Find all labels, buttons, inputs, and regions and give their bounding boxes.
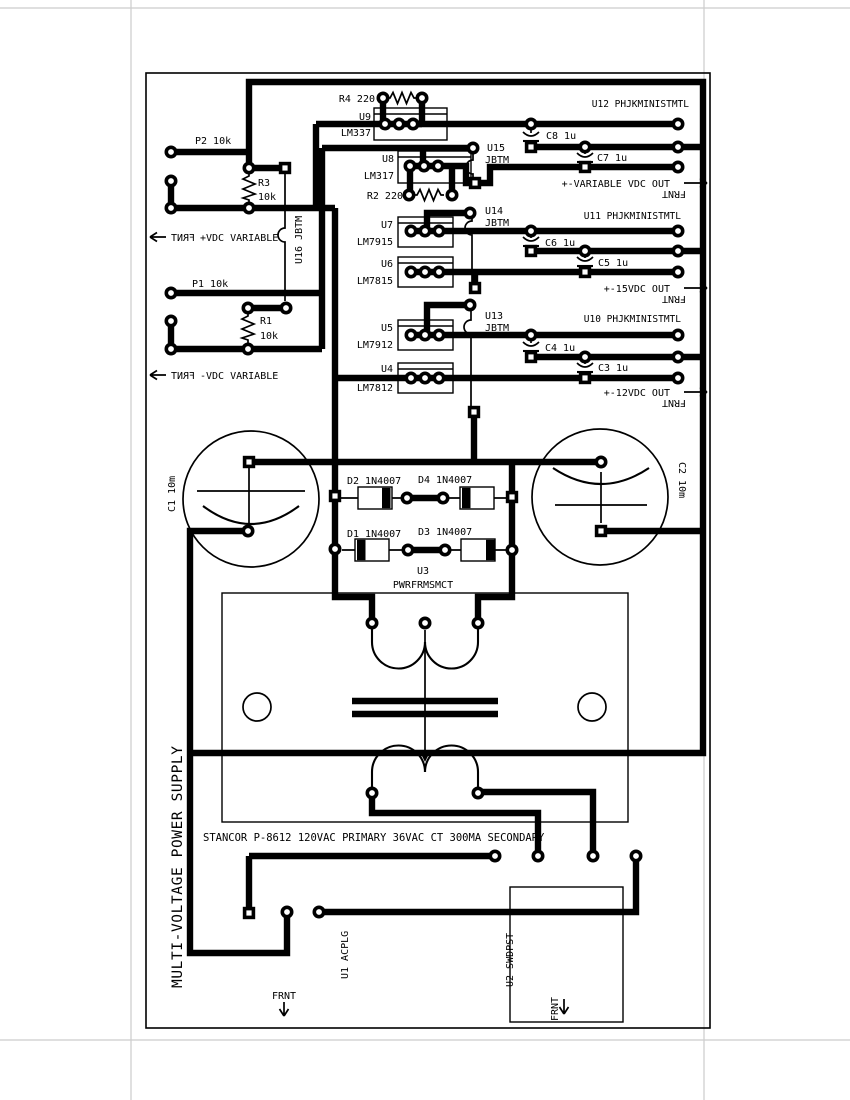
- jumper-u13-wire: [464, 311, 471, 407]
- part-u14: JBTM: [485, 218, 510, 229]
- label-frnt-switch: FRNT: [550, 996, 561, 1021]
- label-d1: D1 1N4007: [347, 529, 402, 540]
- down-arrow-frnt-bottom: [280, 1002, 289, 1016]
- label-r3-val: 10k: [258, 192, 277, 203]
- label-r1-ref: R1: [260, 316, 273, 327]
- part-u3: PWRFRMSMCT: [392, 580, 454, 591]
- transformer-symbol: [243, 623, 606, 793]
- label-frnt-rot-3: FRNT: [661, 397, 687, 408]
- label-r1-val: 10k: [260, 331, 279, 342]
- right-arrow-out-15: [684, 284, 707, 293]
- label-transformer-spec: STANCOR P-8612 120VAC PRIMARY 36VAC CT 300MA SECONDARY: [203, 832, 545, 844]
- resistor-r2-symbol: [414, 190, 444, 201]
- label-frnt-mirrored-pos: FRNT: [170, 233, 196, 244]
- switch-u2-outline: [510, 887, 623, 1022]
- resistor-r1-symbol: [242, 313, 254, 343]
- pin-mark-3b: 8: [667, 352, 671, 360]
- label-out-12: +-12VDC OUT: [603, 388, 670, 399]
- label-c1: C1 10m: [167, 475, 178, 512]
- label-frnt-mirrored-neg: FRNT: [170, 371, 196, 382]
- part-u13: JBTM: [485, 323, 510, 334]
- label-out-variable: +-VARIABLE VDC OUT: [561, 179, 670, 190]
- right-arrow-out-12: [684, 388, 707, 397]
- ref-u7: U7: [380, 220, 393, 231]
- pin-mark-2c: ⊥: [667, 267, 671, 275]
- part-u4: LM7812: [356, 383, 393, 394]
- ref-u5: U5: [380, 323, 393, 334]
- label-out-15: +-15VDC OUT: [603, 284, 670, 295]
- ref-u13: U13: [485, 311, 504, 322]
- pin-mark-2b: 8: [667, 246, 671, 254]
- label-p1: P1 10k: [192, 279, 229, 290]
- label-r4: R4 220: [338, 94, 375, 105]
- label-u2-swdpst: U2 SWDPST: [505, 932, 516, 987]
- ref-u14: U14: [485, 206, 504, 217]
- ref-u9: U9: [358, 112, 371, 123]
- label-r3-ref: R3: [258, 178, 271, 189]
- label-d2: D2 1N4007: [347, 476, 402, 487]
- left-arrow-pos-variable: [150, 233, 166, 242]
- filter-capacitor-c1: [183, 431, 319, 567]
- mounting-hole-right: [578, 693, 606, 721]
- part-u6: LM7815: [356, 276, 393, 287]
- label-d3: D3 1N4007: [418, 527, 473, 538]
- diode-d1-symbol: [342, 539, 402, 561]
- label-c5: C5 1u: [598, 258, 629, 269]
- label-c2: C2 10m: [676, 462, 687, 499]
- part-u7: LM7915: [356, 237, 393, 248]
- label-u1-acplg: U1 ACPLG: [340, 930, 351, 979]
- resistor-r3-symbol: [243, 173, 255, 203]
- pin-mark-3a: u: [667, 330, 671, 338]
- jumper-u16-wire: [278, 174, 285, 301]
- label-connector-u12: U12 PHJKMINISTMTL: [591, 99, 689, 110]
- resistor-r4-symbol: [387, 93, 417, 104]
- diode-d4-symbol: [449, 487, 506, 509]
- page-title: MULTI-VOLTAGE POWER SUPPLY: [170, 745, 186, 988]
- right-arrow-out-variable: [684, 179, 707, 188]
- pin-mark-1c: ⊥: [667, 162, 671, 170]
- label-u16-jbtm: U16 JBTM: [294, 215, 305, 264]
- label-c3: C3 1u: [598, 363, 629, 374]
- label-frnt-rot-2: FRNT: [661, 293, 687, 304]
- label-d4: D4 1N4007: [418, 475, 473, 486]
- ref-u15: U15: [487, 143, 506, 154]
- ref-u4: U4: [380, 364, 393, 375]
- label-frnt-rot-1: FRNT: [661, 188, 687, 199]
- label-c7: C7 1u: [597, 153, 628, 164]
- ref-u6: U6: [380, 259, 393, 270]
- left-arrow-neg-variable: [150, 371, 166, 380]
- pin-mark-2a: u: [667, 226, 671, 234]
- pin-mark-3c: ⊥: [667, 373, 671, 381]
- filter-capacitor-c2: [532, 429, 668, 565]
- diode-d3-symbol: [451, 539, 506, 561]
- label-r2: R2 220: [366, 191, 403, 202]
- ref-u8: U8: [381, 154, 394, 165]
- mounting-hole-left: [243, 693, 271, 721]
- label-frnt-bottom: FRNT: [271, 991, 297, 1002]
- label-c4: C4 1u: [545, 343, 576, 354]
- label-c8: C8 1u: [546, 131, 577, 142]
- part-u5: LM7912: [356, 340, 393, 351]
- ref-u3: U3: [416, 566, 430, 577]
- part-u9: LM337: [340, 128, 371, 139]
- label-pos-vdc-variable: +VDC VARIABLE: [200, 233, 279, 244]
- label-p2: P2 10k: [195, 136, 232, 147]
- pin-mark-1b: 8: [667, 142, 671, 150]
- label-neg-vdc-variable: -VDC VARIABLE: [200, 371, 279, 382]
- pin-mark-1a: u: [667, 119, 671, 127]
- diode-d2-symbol: [341, 487, 401, 509]
- label-connector-u11: U11 PHJKMINISTMTL: [583, 211, 681, 222]
- label-c6: C6 1u: [545, 238, 576, 249]
- part-u15: JBTM: [485, 155, 510, 166]
- label-connector-u10: U10 PHJKMINISTMTL: [583, 314, 681, 325]
- part-u8: LM317: [363, 171, 394, 182]
